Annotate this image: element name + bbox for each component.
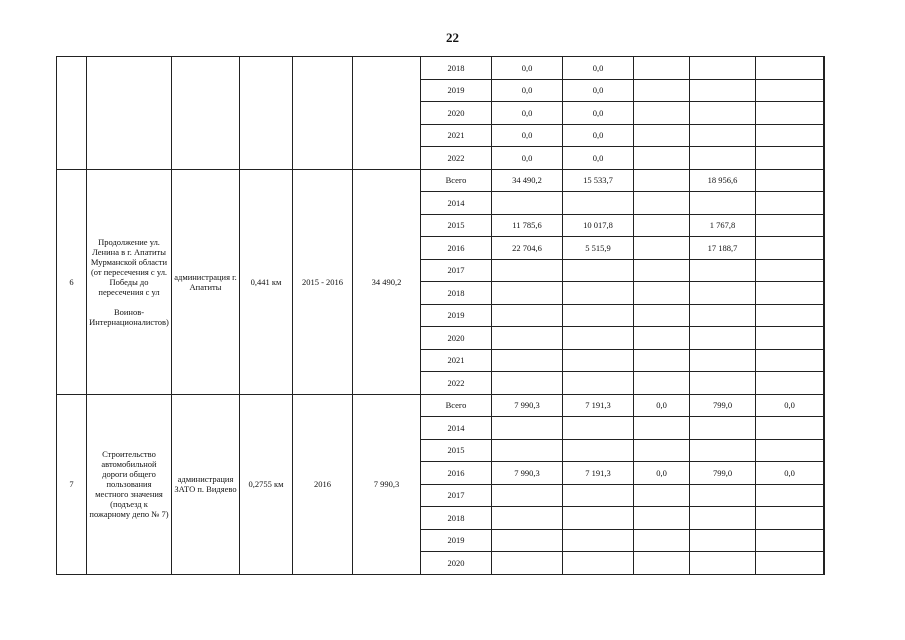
value-cell-v1 bbox=[563, 259, 634, 282]
value-cell-total bbox=[492, 282, 563, 305]
value-cell-extra bbox=[824, 439, 825, 462]
empty-cell-length bbox=[240, 57, 293, 170]
value-cell-extra bbox=[824, 417, 825, 440]
year-cell: 2014 bbox=[421, 192, 492, 215]
value-cell-v4 bbox=[756, 282, 824, 305]
empty-cell-cost bbox=[353, 57, 421, 170]
value-cell-extra bbox=[824, 79, 825, 102]
value-cell-extra bbox=[824, 259, 825, 282]
value-cell-extra bbox=[824, 327, 825, 350]
value-cell-total: 34 490,2 bbox=[492, 169, 563, 192]
empty-cell-period bbox=[293, 57, 353, 170]
object-name bbox=[87, 169, 172, 394]
value-cell-total bbox=[492, 439, 563, 462]
value-cell-v4 bbox=[756, 439, 824, 462]
value-cell-v4 bbox=[756, 507, 824, 530]
value-cell-v1 bbox=[563, 349, 634, 372]
value-cell-v4 bbox=[756, 327, 824, 350]
value-cell-v4 bbox=[756, 552, 824, 575]
year-cell: 2022 bbox=[421, 147, 492, 170]
object-name: Строительство автомобильной дороги общего пользования местного значения (подъезд к пожарному депо № 7) bbox=[87, 394, 172, 574]
value-cell-total: 0,0 bbox=[492, 124, 563, 147]
value-cell-v2 bbox=[634, 484, 690, 507]
cost: 7 990,3 bbox=[353, 394, 421, 574]
value-cell-v3 bbox=[690, 507, 756, 530]
value-cell-extra bbox=[824, 484, 825, 507]
year-cell: 2015 bbox=[421, 214, 492, 237]
value-cell-v1: 5 515,9 bbox=[563, 237, 634, 260]
value-cell-v3 bbox=[690, 259, 756, 282]
value-cell-extra bbox=[824, 529, 825, 552]
row-number: 6 bbox=[57, 169, 87, 394]
value-cell-extra bbox=[824, 552, 825, 575]
year-cell: 2018 bbox=[421, 282, 492, 305]
value-cell-v4 bbox=[756, 529, 824, 552]
customer: администрация г. Апатиты bbox=[172, 169, 240, 394]
value-cell-v3 bbox=[690, 439, 756, 462]
value-cell-v1 bbox=[563, 372, 634, 395]
value-cell-v1: 0,0 bbox=[563, 147, 634, 170]
length: 0,441 км bbox=[240, 169, 293, 394]
value-cell-extra bbox=[824, 394, 825, 417]
value-cell-total: 7 990,3 bbox=[492, 462, 563, 485]
value-cell-extra bbox=[824, 102, 825, 125]
value-cell-v2 bbox=[634, 214, 690, 237]
year-cell: 2020 bbox=[421, 327, 492, 350]
empty-cell-customer bbox=[172, 57, 240, 170]
value-cell-v1 bbox=[563, 417, 634, 440]
year-cell: 2018 bbox=[421, 507, 492, 530]
year-cell: 2019 bbox=[421, 79, 492, 102]
year-cell: 2017 bbox=[421, 259, 492, 282]
page-number: 22 bbox=[446, 30, 459, 45]
value-cell-v4 bbox=[756, 124, 824, 147]
value-cell-v2 bbox=[634, 529, 690, 552]
program-table bbox=[56, 56, 825, 575]
value-cell-extra bbox=[824, 192, 825, 215]
value-cell-v3 bbox=[690, 304, 756, 327]
value-cell-total bbox=[492, 349, 563, 372]
value-cell-v3 bbox=[690, 282, 756, 305]
year-cell: Всего bbox=[421, 169, 492, 192]
spacer bbox=[89, 297, 169, 307]
value-cell-v4 bbox=[756, 57, 824, 80]
value-cell-v3 bbox=[690, 529, 756, 552]
value-cell-v1 bbox=[563, 192, 634, 215]
table-row bbox=[57, 169, 825, 192]
value-cell-v1 bbox=[563, 484, 634, 507]
value-cell-v1: 10 017,8 bbox=[563, 214, 634, 237]
period: 2016 bbox=[293, 394, 353, 574]
year-cell: 2016 bbox=[421, 462, 492, 485]
value-cell-v3 bbox=[690, 124, 756, 147]
value-cell-v1: 0,0 bbox=[563, 79, 634, 102]
value-cell-v1: 0,0 bbox=[563, 102, 634, 125]
value-cell-v3 bbox=[690, 327, 756, 350]
value-cell-total bbox=[492, 259, 563, 282]
value-cell-v1 bbox=[563, 439, 634, 462]
value-cell-total bbox=[492, 552, 563, 575]
value-cell-v4 bbox=[756, 214, 824, 237]
value-cell-total: 0,0 bbox=[492, 102, 563, 125]
value-cell-v2 bbox=[634, 124, 690, 147]
value-cell-v2 bbox=[634, 147, 690, 170]
value-cell-v3 bbox=[690, 484, 756, 507]
value-cell-v2 bbox=[634, 282, 690, 305]
value-cell-v4 bbox=[756, 304, 824, 327]
cost: 34 490,2 bbox=[353, 169, 421, 394]
value-cell-v3 bbox=[690, 372, 756, 395]
value-cell-v1: 7 191,3 bbox=[563, 462, 634, 485]
value-cell-v2 bbox=[634, 417, 690, 440]
value-cell-v3 bbox=[690, 417, 756, 440]
value-cell-extra bbox=[824, 462, 825, 485]
value-cell-v3: 1 767,8 bbox=[690, 214, 756, 237]
value-cell-total bbox=[492, 372, 563, 395]
value-cell-v2: 0,0 bbox=[634, 394, 690, 417]
value-cell-v1: 0,0 bbox=[563, 57, 634, 80]
customer: администрация ЗАТО п. Видяево bbox=[172, 394, 240, 574]
year-cell: 2019 bbox=[421, 304, 492, 327]
value-cell-total bbox=[492, 529, 563, 552]
object-name-part1: Продолжение ул. Ленина в г. Апатиты Мурманской области (от пересечения с ул. Победы до пересечения с ул bbox=[90, 236, 168, 297]
value-cell-v3 bbox=[690, 79, 756, 102]
value-cell-v4 bbox=[756, 79, 824, 102]
value-cell-v4 bbox=[756, 372, 824, 395]
row-number: 7 bbox=[57, 394, 87, 574]
value-cell-v1 bbox=[563, 327, 634, 350]
value-cell-extra bbox=[824, 349, 825, 372]
value-cell-total bbox=[492, 417, 563, 440]
value-cell-total: 7 990,3 bbox=[492, 394, 563, 417]
value-cell-v4 bbox=[756, 417, 824, 440]
period: 2015 - 2016 bbox=[293, 169, 353, 394]
value-cell-v2 bbox=[634, 57, 690, 80]
value-cell-v4: 0,0 bbox=[756, 462, 824, 485]
value-cell-v3: 18 956,6 bbox=[690, 169, 756, 192]
year-cell: 2019 bbox=[421, 529, 492, 552]
value-cell-extra bbox=[824, 124, 825, 147]
object-name-part2: Воинов-Интернационалистов) bbox=[89, 306, 169, 327]
value-cell-total bbox=[492, 507, 563, 530]
value-cell-v3 bbox=[690, 192, 756, 215]
value-cell-v3: 17 188,7 bbox=[690, 237, 756, 260]
value-cell-total bbox=[492, 304, 563, 327]
year-cell: Всего bbox=[421, 394, 492, 417]
year-cell: 2018 bbox=[421, 57, 492, 80]
value-cell-total: 0,0 bbox=[492, 79, 563, 102]
value-cell-v2 bbox=[634, 349, 690, 372]
value-cell-extra bbox=[824, 282, 825, 305]
value-cell-total: 0,0 bbox=[492, 57, 563, 80]
value-cell-v3: 799,0 bbox=[690, 462, 756, 485]
value-cell-total bbox=[492, 192, 563, 215]
value-cell-extra bbox=[824, 169, 825, 192]
value-cell-v2 bbox=[634, 304, 690, 327]
value-cell-v2 bbox=[634, 372, 690, 395]
value-cell-extra bbox=[824, 507, 825, 530]
value-cell-total bbox=[492, 327, 563, 350]
value-cell-v3 bbox=[690, 552, 756, 575]
value-cell-extra bbox=[824, 237, 825, 260]
value-cell-v3: 799,0 bbox=[690, 394, 756, 417]
year-cell: 2015 bbox=[421, 439, 492, 462]
value-cell-v3 bbox=[690, 57, 756, 80]
value-cell-v4 bbox=[756, 349, 824, 372]
value-cell-v3 bbox=[690, 147, 756, 170]
value-cell-v4 bbox=[756, 102, 824, 125]
value-cell-v4 bbox=[756, 237, 824, 260]
value-cell-v2: 0,0 bbox=[634, 462, 690, 485]
value-cell-v2 bbox=[634, 552, 690, 575]
value-cell-v3 bbox=[690, 349, 756, 372]
value-cell-v2 bbox=[634, 79, 690, 102]
value-cell-total: 11 785,6 bbox=[492, 214, 563, 237]
value-cell-v3 bbox=[690, 102, 756, 125]
year-cell: 2014 bbox=[421, 417, 492, 440]
value-cell-v1: 15 533,7 bbox=[563, 169, 634, 192]
table-body bbox=[57, 57, 825, 575]
year-cell: 2016 bbox=[421, 237, 492, 260]
value-cell-v4 bbox=[756, 484, 824, 507]
table-row bbox=[57, 394, 825, 417]
value-cell-v2 bbox=[634, 102, 690, 125]
value-cell-v2 bbox=[634, 439, 690, 462]
value-cell-v2 bbox=[634, 507, 690, 530]
year-cell: 2021 bbox=[421, 349, 492, 372]
value-cell-v4: 0,0 bbox=[756, 394, 824, 417]
value-cell-v4 bbox=[756, 259, 824, 282]
value-cell-extra bbox=[824, 372, 825, 395]
value-cell-v4 bbox=[756, 147, 824, 170]
value-cell-v2 bbox=[634, 169, 690, 192]
value-cell-extra bbox=[824, 147, 825, 170]
value-cell-v1 bbox=[563, 552, 634, 575]
value-cell-v2 bbox=[634, 192, 690, 215]
year-cell: 2020 bbox=[421, 102, 492, 125]
value-cell-extra bbox=[824, 304, 825, 327]
value-cell-v1 bbox=[563, 282, 634, 305]
value-cell-v2 bbox=[634, 237, 690, 260]
length: 0,2755 км bbox=[240, 394, 293, 574]
empty-cell-num bbox=[57, 57, 87, 170]
value-cell-v2 bbox=[634, 327, 690, 350]
value-cell-extra bbox=[824, 57, 825, 80]
value-cell-total: 0,0 bbox=[492, 147, 563, 170]
value-cell-v4 bbox=[756, 192, 824, 215]
value-cell-total: 22 704,6 bbox=[492, 237, 563, 260]
value-cell-extra bbox=[824, 214, 825, 237]
value-cell-v1: 0,0 bbox=[563, 124, 634, 147]
value-cell-v1 bbox=[563, 507, 634, 530]
value-cell-v1: 7 191,3 bbox=[563, 394, 634, 417]
year-cell: 2022 bbox=[421, 372, 492, 395]
value-cell-total bbox=[492, 484, 563, 507]
empty-cell-name bbox=[87, 57, 172, 170]
value-cell-v2 bbox=[634, 259, 690, 282]
year-cell: 2020 bbox=[421, 552, 492, 575]
value-cell-v1 bbox=[563, 304, 634, 327]
year-cell: 2021 bbox=[421, 124, 492, 147]
table-row bbox=[57, 57, 825, 80]
value-cell-v1 bbox=[563, 529, 634, 552]
year-cell: 2017 bbox=[421, 484, 492, 507]
value-cell-v4 bbox=[756, 169, 824, 192]
